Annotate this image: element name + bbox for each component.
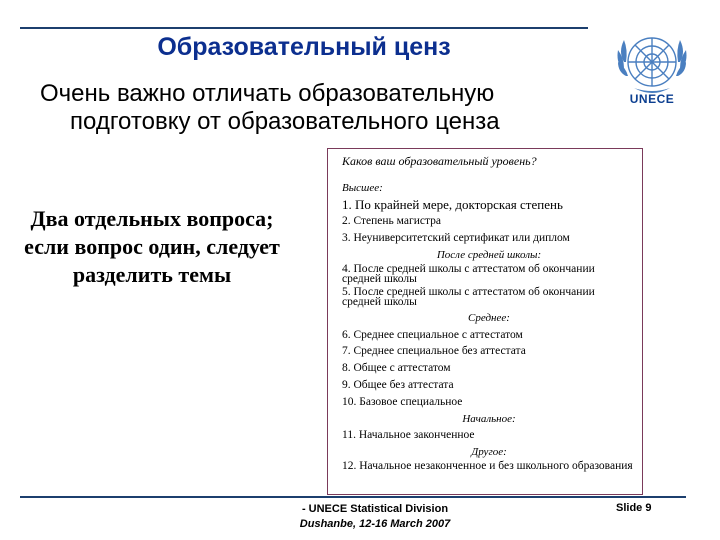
section-label: После средней школы: — [436, 248, 542, 261]
list-item: 10. Базовое специальное — [342, 395, 463, 408]
slide-number: Slide 9 — [616, 502, 652, 514]
list-item: 7. Среднее специальное без аттестата — [342, 345, 526, 358]
section-label: Другое: — [471, 446, 507, 459]
list-item: 8. Общее с аттестатом — [342, 362, 451, 375]
bottom-divider — [20, 496, 686, 498]
left-callout-text: Два отдельных вопроса; если вопрос один, следует разделить темы — [24, 206, 280, 287]
slide-subtitle — [40, 80, 600, 136]
list-item: 2. Степень магистра — [342, 215, 441, 228]
section-label: Начальное: — [462, 412, 516, 425]
subtitle-line-1: Очень важно отличать образовательную — [40, 80, 495, 107]
list-item: 11. Начальное законченное — [342, 429, 475, 442]
list-item: 9. Общее без аттестата — [342, 378, 454, 391]
footer-place: Dushanbe, 12-16 March 2007 — [299, 518, 451, 530]
section-label: Среднее: — [468, 311, 510, 324]
top-divider — [20, 27, 588, 29]
list-item: 1. По крайней мере, докторская степень — [342, 196, 563, 212]
footer-org: - UNECE Statistical Division — [301, 503, 449, 515]
subtitle-line-2: подготовку от образовательного ценза — [70, 108, 500, 135]
list-item: 5. После средней школы с аттестатом об окончании средней школы — [342, 285, 595, 308]
questionnaire-box — [327, 148, 643, 495]
unece-logo-text: UNECE — [629, 92, 675, 106]
list-item: 6. Среднее специальное с аттестатом — [342, 328, 523, 341]
list-item: 3. Неуниверситетский сертификат или диплом — [342, 232, 570, 245]
list-item: 4. После средней школы с аттестатом об окончании средней школы — [342, 262, 595, 285]
slide-title: Образовательный ценз — [157, 33, 451, 61]
questionnaire-question: Каков ваш образовательный уровень? — [342, 154, 537, 168]
list-item: 12. Начальное незаконченное и без школьного образования — [342, 459, 633, 472]
section-label: Высшее: — [342, 181, 383, 194]
footer — [270, 502, 480, 532]
